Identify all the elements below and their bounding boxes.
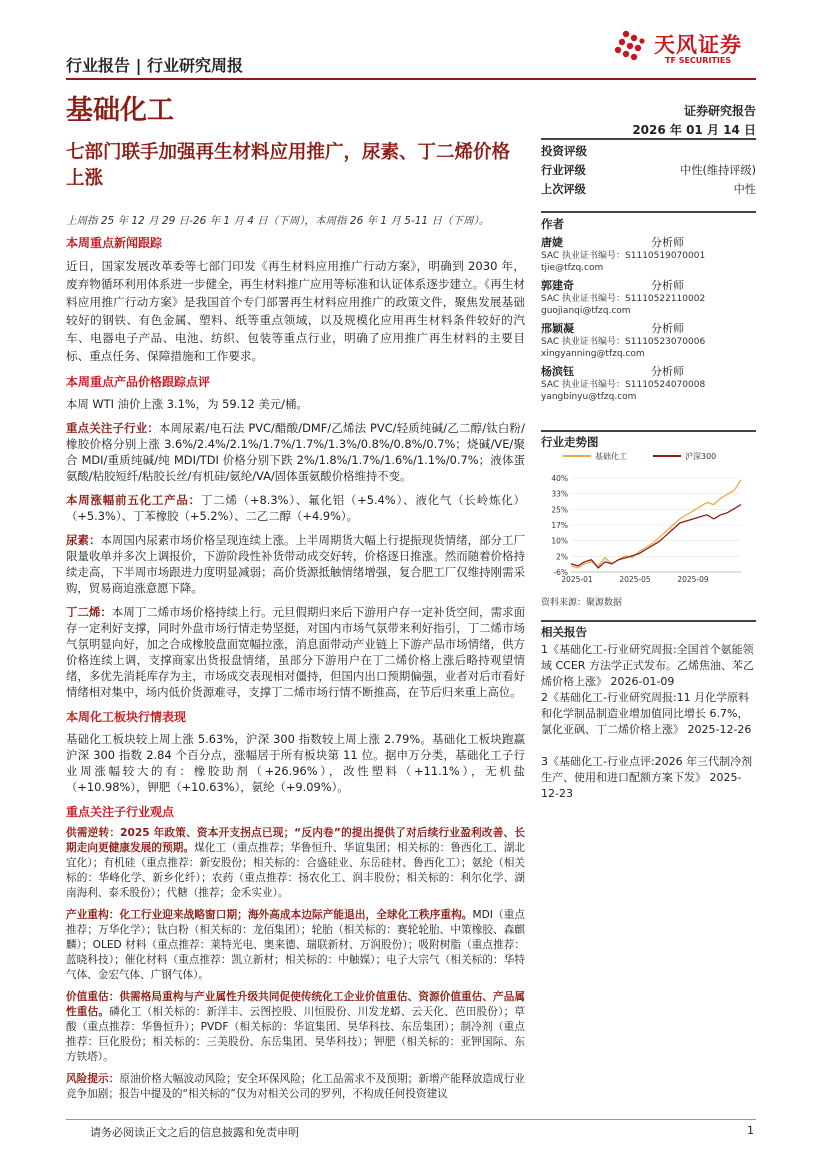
paragraph: 本周 WTI 油价上涨 3.1%，为 59.12 美元/桶。 xyxy=(66,397,308,411)
author-entry xyxy=(541,323,756,360)
author-cert: SAC 执业证书编号：S1110522110002 xyxy=(541,294,706,304)
y-tick-label: 40% xyxy=(551,474,568,483)
sidebar-divider xyxy=(541,430,756,432)
author-role: 分析师 xyxy=(651,365,684,378)
author-role: 分析师 xyxy=(651,236,684,249)
x-tick-label: 2025-09 xyxy=(677,575,709,584)
rating-value: 中性(维持评级) xyxy=(680,164,756,177)
rating-title: 投资评级 xyxy=(541,144,587,158)
author-email[interactable]: xingyanning@tfzq.com xyxy=(541,349,645,359)
author-email[interactable]: yangbinyu@tfzq.com xyxy=(541,392,637,402)
related-item[interactable]: 3《基础化工-行业点评:2026 年三代制冷剂生产、使用和进口配额方案下发》 2025-12-23 xyxy=(541,755,753,800)
paragraph: 尿素：本周国内尿素市场价格呈现连续上涨。上半周期货大幅上行提振现货情绪，部分工厂限量收单并多次上调报价，下游阶段性补货带动成交好转，价格逐日推涨。然而随着价格持续走高，下半周市场跟进力度明显减弱；高价货源抵触情绪增强，复合肥工厂仅维持刚需采购，贸易商追涨意愿下降。 xyxy=(66,533,525,595)
sector-title: 基础化工 xyxy=(66,95,174,126)
author-name: 杨滨钰 xyxy=(541,365,574,378)
paragraph: 供需逆转：2025 年政策、资本开支拐点已现；“反内卷”的提出提供了对后续行业盈利改善、长期走向更健康发展的预期。煤化工（重点推荐；华鲁恒升、华谊集团；相关标的：鲁西化工、湖北宜化）；有机硅（重点推荐：新安股份；相关标的：合盛硅业、东岳硅材、鲁西化工）；氨纶（相关标的：华峰化学、新乡化纤）；农药（重点推荐：扬农化工、润丰股份；相关标的：利尔化学、湖南海利、泰禾股份）；代糖（推荐；金禾实业）。 xyxy=(66,827,526,899)
paragraph: 风险提示：原油价格大幅波动风险；安全环保风险；化工品需求不及预期；新增产能释放造成行业竞争加剧；报告中提及的“相关标的”仅为对相关公司的罗列，不构成任何投资建议 xyxy=(66,1073,526,1100)
report-label: 证券研究报告 xyxy=(683,104,756,118)
y-tick-label: 2% xyxy=(556,552,568,562)
headline: 七部门联手加强再生材料应用推广，尿素、丁二烯价格上涨 xyxy=(66,142,511,189)
x-tick-label: 2025-01 xyxy=(561,575,593,584)
section-title: 本周化工板块行情表现 xyxy=(66,710,187,724)
rating-row xyxy=(541,181,756,197)
y-tick-label: 33% xyxy=(551,489,568,499)
trend-title: 行业走势图 xyxy=(541,435,599,449)
sidebar-divider xyxy=(541,138,756,140)
rating-row xyxy=(541,162,756,178)
y-tick-label: -6% xyxy=(553,568,568,577)
section-title: 本周重点新闻跟踪 xyxy=(66,236,163,250)
header-divider xyxy=(66,78,756,80)
company-logo xyxy=(608,20,758,70)
trend-chart xyxy=(541,450,756,592)
paragraph: 重点关注子行业：本周尿素/电石法 PVC/醋酸/DMF/乙烯法 PVC/轻质纯碱/乙二醇/钛白粉/橡胶价格分别上涨 3.6%/2.4%/2.1%/1.7%/1.7%/1.3%/0.8%/0.8%/0.7%；烧碱/VE/聚合 MDI/重质纯碱/纯 MDI/TDI 价格分别下跌 2%/1.8%/1.7%/1.6%/1.1%/0.7%；液体蛋氨酸/粘胶短纤/粘胶长丝/有机硅/氨纶/VA/固体蛋氨酸价格维持不变。 xyxy=(66,421,525,483)
author-entry xyxy=(541,366,756,403)
paragraph: 近日，国家发展改革委等七部门印发《再生材料应用推广行动方案》，明确到 2030 年，废弃物循环利用体系进一步健全，再生材料推广应用等标准和认证体系逐步建立。《再生材料应用推广行动方案》是我国首个专门部署再生材料应用推广的政策文件，聚焦发展基础较好的钢铁、有色金属、塑料、纸等重点领域，以及规模化应用再生材料条件较好的汽车、电器电子产品、电池、纺织、包装等重点行业，明确了应用推广再生材料的主要目标、重点任务、保障措施和工作要求。 xyxy=(66,259,525,363)
logo-text-en: TF SECURITIES xyxy=(665,56,732,65)
paragraph: 基础化工板块较上周上涨 5.63%，沪深 300 指数较上周上涨 2.79%。基础化工板块跑赢沪深 300 指数 2.84 个百分点，涨幅居于所有板块第 11 位。据申万分类，基础化工子行业周涨幅较大的有：橡胶助剂（+26.96%），改性塑料（+11.1%），无机盐（+10.98%），钾肥（+10.63%），氨纶（+9.09%）。 xyxy=(66,732,525,794)
chart-source: 资料来源：聚源数据 xyxy=(541,598,623,608)
series-line xyxy=(571,480,741,568)
paragraph: 本周涨幅前五化工产品：丁二烯（+8.3%）、氟化铝（+5.4%）、液化气（长岭炼化）（+5.3%）、丁苯橡胶（+5.2%）、二乙二醇（+4.9%）。 xyxy=(66,493,525,523)
sidebar-divider xyxy=(541,620,756,622)
author-name: 邢颖凝 xyxy=(541,322,574,335)
legend-label: 基础化工 xyxy=(595,452,627,461)
page-number: 1 xyxy=(747,1124,754,1137)
paragraph: 丁二烯：本周丁二烯市场价格持续上行。元旦假期归来后下游用户存一定补货空间，需求面存一定利好支撑，同时外盘市场行情走势坚挺，对国内市场气氛带来利好指引，丁二烯市场气氛明显向好，加之合成橡胶盘面宽幅拉涨，消息面带动产业链上下游产品市场情绪，供方价格连续上调，支撑商家出货报盘情绪，虽部分下游用户在丁二烯价格上涨后略持观望情绪，多优先消耗库存为主，市场成交表现相对僵持，但国内出口预期偏强，业者对后市看好情绪相对集中，场内低价货源难寻，支撑丁二烯市场行情不断推高，在节后归来重上高位。 xyxy=(66,605,525,699)
y-tick-label: 17% xyxy=(551,521,568,530)
author-cert: SAC 执业证书编号：S1110523070006 xyxy=(541,337,706,347)
related-item[interactable]: 1《基础化工-行业研究周报:全国首个氨能领域 CCER 方法学正式发布。乙烯焦油、苯乙烯价格上涨》 2026-01-09 xyxy=(541,643,754,688)
author-name: 唐婕 xyxy=(541,236,563,249)
author-cert: SAC 执业证书编号：S1110519070001 xyxy=(541,251,706,261)
author-cert: SAC 执业证书编号：S1110524070008 xyxy=(541,380,706,390)
related-item[interactable]: 2《基础化工-行业研究周报:11 月化学原料和化学制品制造业增加值同比增长 6.7%，氯化亚砜、丁二烯价格上涨》 2025-12-26 xyxy=(541,691,752,736)
author-email[interactable]: tjie@tfzq.com xyxy=(541,263,604,273)
rating-value: 中性 xyxy=(733,183,756,196)
author-role: 分析师 xyxy=(651,322,684,335)
logo-mark-icon xyxy=(608,22,654,68)
paragraph: 产业重构：化工行业迎来战略窗口期；海外高成本边际产能退出，全球化工秩序重构。MDI（重点推荐；万华化学）；钛白粉（相关标的：龙佰集团）；轮胎（相关标的：赛轮轮胎、中策橡胶、森麒麟）；OLED 材料（重点推荐：莱特光电、奥来德、瑞联新材、万润股份）；吸附树脂（重点推荐：蓝晓科技）；催化材料（重点推荐：凯立新材；相关标的：中触媒）；电子大宗气（相关标的：华特气体、金宏气体、广钢气体）。 xyxy=(66,909,525,981)
report-date: 2026 年 01 月 14 日 xyxy=(632,123,756,137)
logo-text-cn: 天风证券 xyxy=(654,33,742,57)
footer-divider xyxy=(66,1119,756,1120)
section-title: 本周重点产品价格跟踪点评 xyxy=(66,375,211,389)
author-entry xyxy=(541,237,756,274)
period-note: 上周指 25 年 12 月 29 日-26 年 1 月 4 日（下周），本周指 26 年 1 月 5-11 日（下周）。 xyxy=(66,215,490,227)
related-title: 相关报告 xyxy=(541,625,587,639)
main-content xyxy=(66,234,525,1102)
rating-key: 行业评级 xyxy=(541,164,586,177)
rating-key: 上次评级 xyxy=(541,183,586,196)
legend-label: 沪深300 xyxy=(685,452,717,461)
y-tick-label: 25% xyxy=(551,505,568,515)
section-title: 重点关注子行业观点 xyxy=(66,805,175,819)
authors-title: 作者 xyxy=(541,217,564,231)
report-type: 行业报告 | 行业研究周报 xyxy=(66,56,243,75)
author-entry xyxy=(541,280,756,317)
y-tick-label: 10% xyxy=(551,536,568,546)
author-email[interactable]: guojianqi@tfzq.com xyxy=(541,306,631,316)
author-role: 分析师 xyxy=(651,279,684,292)
author-name: 郭建奇 xyxy=(541,279,574,292)
series-line xyxy=(571,505,741,568)
footer-disclaimer: 请务必阅读正文之后的信息披露和免责申明 xyxy=(90,1126,299,1139)
x-tick-label: 2025-05 xyxy=(619,575,651,584)
sidebar-divider xyxy=(541,211,756,213)
paragraph: 价值重估：供需格局重构与产业属性升级共同促使传统化工企业价值重估、资源价值重估、产品属性重估。磷化工（相关标的：新洋丰、云图控股、川恒股份、川发龙蟒、云天化、芭田股份）；草酸（重点推荐：华鲁恒升）；PVDF（相关标的：华谊集团、昊华科技、东岳集团）；制冷剂（重点推荐：巨化股份；相关标的：三美股份、东岳集团、昊华科技）；钾肥（相关标的：亚钾国际、东方铁塔）。 xyxy=(66,991,526,1063)
